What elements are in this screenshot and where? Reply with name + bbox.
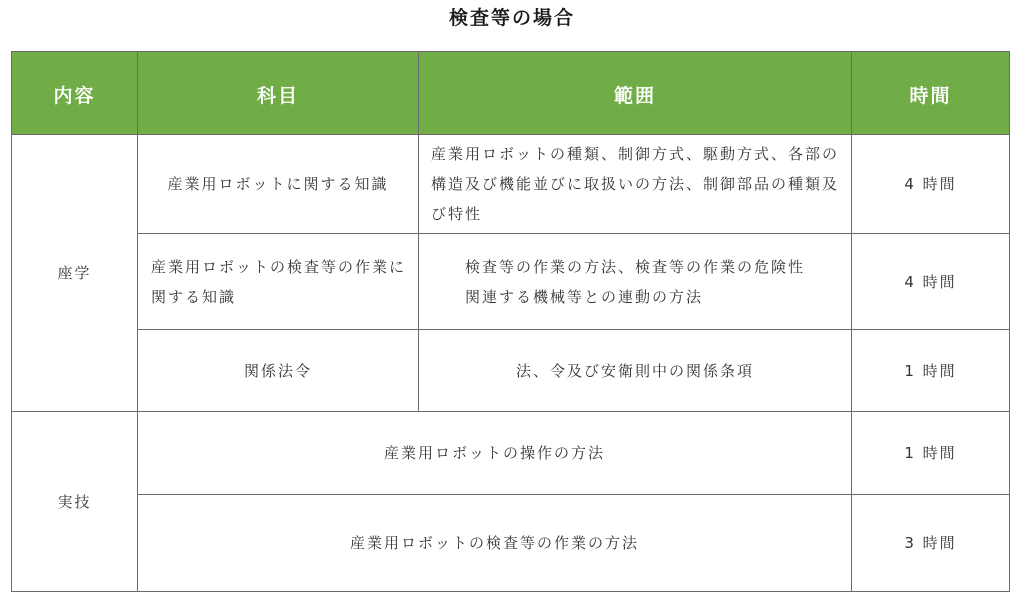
scope-text-block (465, 252, 805, 312)
category-cell-practical: 実技 (12, 412, 138, 592)
table-row (12, 234, 1010, 330)
header-row (12, 52, 1010, 135)
time-cell: 1 時間 (852, 330, 1010, 412)
curriculum-table (11, 51, 1010, 592)
scope-line: 検査等の作業の方法、検査等の作業の危険性 (464, 257, 805, 276)
time-cell: 1 時間 (852, 412, 1010, 495)
header-cell-subject: 科目 (138, 52, 419, 135)
scope-cell: 産業用ロボットの種類、制御方式、駆動方式、各部の構造及び機能並びに取扱いの方法、制御部品の種類及び特性 (419, 135, 852, 234)
subject-scope-cell: 産業用ロボットの操作の方法 (138, 412, 852, 495)
time-cell: 4 時間 (852, 135, 1010, 234)
subject-cell: 産業用ロボットの検査等の作業に関する知識 (138, 234, 419, 330)
scope-cell: 法、令及び安衛則中の関係条項 (419, 330, 852, 412)
table-row (12, 330, 1010, 412)
table-row (12, 412, 1010, 495)
header-cell-content: 内容 (12, 52, 138, 135)
subject-cell: 産業用ロボットに関する知識 (138, 135, 419, 234)
time-cell: 4 時間 (852, 234, 1010, 330)
scope-line: 関連する機械等との連動の方法 (464, 287, 703, 306)
category-cell-lecture: 座学 (12, 135, 138, 412)
header-cell-time: 時間 (852, 52, 1010, 135)
subject-cell: 関係法令 (138, 330, 419, 412)
scope-cell (419, 234, 852, 330)
table-row (12, 135, 1010, 234)
page-title: 検査等の場合 (448, 7, 575, 29)
subject-scope-cell: 産業用ロボットの検査等の作業の方法 (138, 495, 852, 592)
time-cell: 3 時間 (852, 495, 1010, 592)
table-row (12, 495, 1010, 592)
header-cell-scope: 範囲 (419, 52, 852, 135)
